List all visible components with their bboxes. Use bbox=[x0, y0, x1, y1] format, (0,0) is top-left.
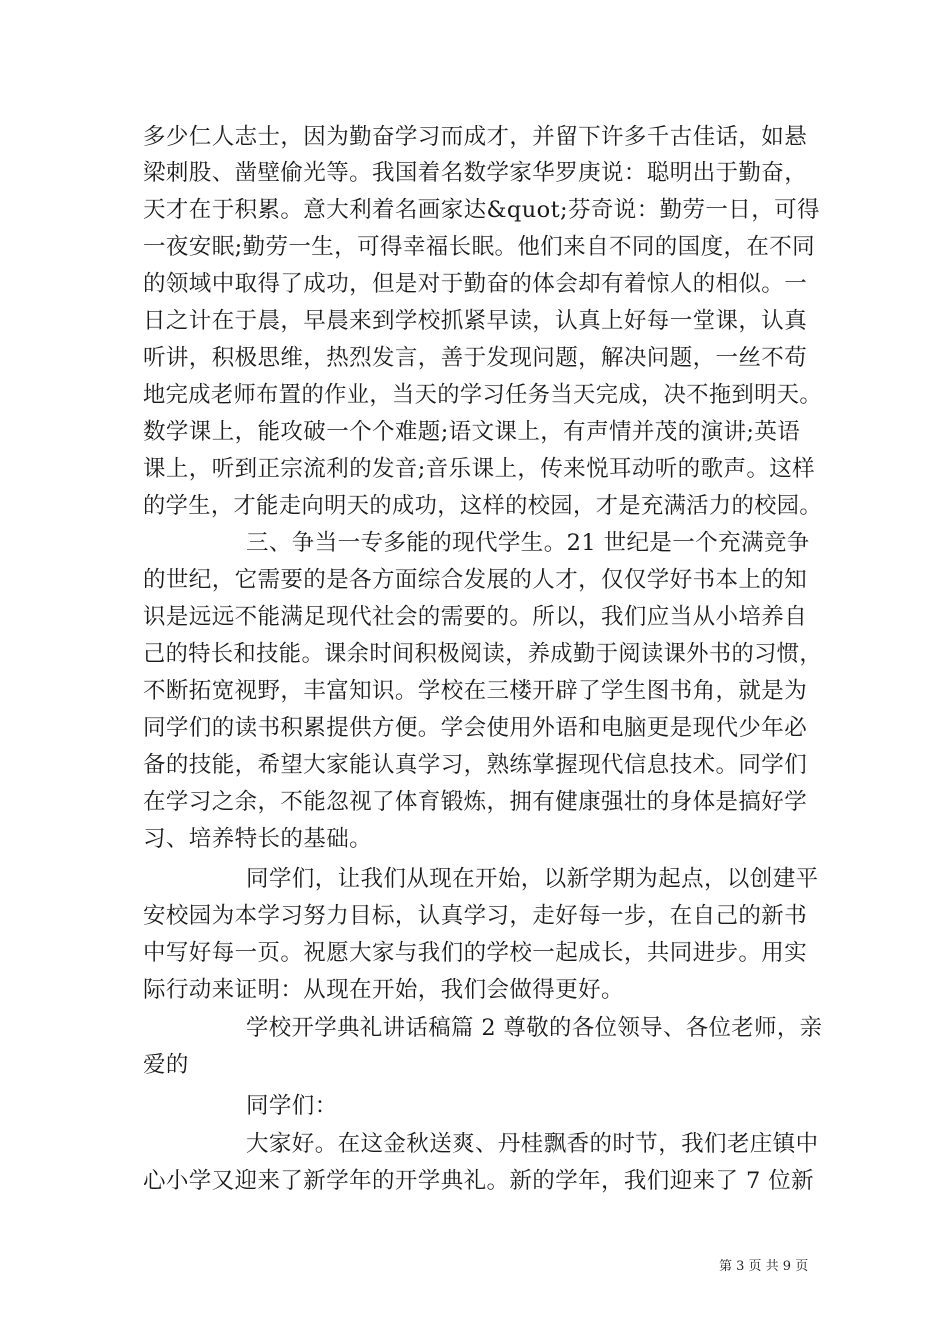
text-line: 的世纪，它需要的是各方面综合发展的人才，仅仅学好书本上的知 bbox=[143, 567, 808, 593]
text-line: 习、培养特长的基础。 bbox=[143, 826, 373, 852]
text-line: 三、争当一专多能的现代学生。21 世纪是一个充满竞争 bbox=[246, 530, 810, 556]
text-line: 多少仁人志士，因为勤奋学习而成才，并留下许多千古佳话，如悬 bbox=[143, 124, 808, 150]
text-line: 地完成老师布置的作业，当天的学习任务当天完成，决不拖到明天。 bbox=[143, 382, 823, 408]
text-line: 听讲，积极思维，热烈发言，善于发现问题，解决问题，一丝不苟 bbox=[143, 345, 808, 371]
text-line: 课上，听到正宗流利的发音;音乐课上，传来悦耳动听的歌声。这样 bbox=[143, 456, 816, 482]
text-line: 爱的 bbox=[143, 1052, 189, 1078]
text-line: 在学习之余，不能忽视了体育锻炼，拥有健康强壮的身体是搞好学 bbox=[143, 789, 808, 815]
text-line: 同学们： bbox=[246, 1093, 338, 1119]
page-number-footer: 第 3 页 共 9 页 bbox=[719, 1259, 809, 1274]
text-line: 际行动来证明：从现在开始，我们会做得更好。 bbox=[143, 977, 624, 1003]
text-line: 日之计在于晨，早晨来到学校抓紧早读，认真上好每一堂课，认真 bbox=[143, 308, 808, 334]
text-line: 同学们，让我们从现在开始，以新学期为起点，以创建平 bbox=[246, 866, 819, 892]
text-line: 同学们的读书积累提供方便。学会使用外语和电脑更是现代少年必 bbox=[143, 715, 808, 741]
text-line: 己的特长和技能。课余时间积极阅读，养成勤于阅读课外书的习惯， bbox=[143, 641, 823, 667]
text-line: 天才在于积累。意大利着名画家达&quot;芬奇说：勤劳一日，可得 bbox=[143, 197, 820, 223]
text-line: 识是远远不能满足现代社会的需要的。所以，我们应当从小培养自 bbox=[143, 604, 808, 630]
text-line: 学校开学典礼讲话稿篇 2 尊敬的各位领导、各位老师，亲 bbox=[246, 1015, 823, 1041]
text-line: 数学课上，能攻破一个个难题;语文课上，有声情并茂的演讲;英语 bbox=[143, 419, 801, 445]
text-line: 备的技能，希望大家能认真学习，熟练掌握现代信息技术。同学们 bbox=[143, 752, 808, 778]
text-line: 的领域中取得了成功，但是对于勤奋的体会却有着惊人的相似。一 bbox=[143, 271, 808, 297]
text-line: 安校园为本学习努力目标，认真学习，走好每一步，在自己的新书 bbox=[143, 903, 808, 929]
text-line: 不断拓宽视野，丰富知识。学校在三楼开辟了学生图书角，就是为 bbox=[143, 678, 808, 704]
text-line: 的学生，才能走向明天的成功，这样的校园，才是充满活力的校园。 bbox=[143, 493, 823, 519]
text-line: 梁刺股、凿壁偷光等。我国着名数学家华罗庚说：聪明出于勤奋， bbox=[143, 160, 808, 186]
text-line: 中写好每一页。祝愿大家与我们的学校一起成长，共同进步。用实 bbox=[143, 940, 808, 966]
text-line: 一夜安眠;勤劳一生，可得幸福长眠。他们来自不同的国度，在不同 bbox=[143, 234, 816, 260]
text-line: 大家好。在这金秋送爽、丹桂飘香的时节，我们老庄镇中 bbox=[246, 1131, 819, 1157]
text-line: 心小学又迎来了新学年的开学典礼。新的学年，我们迎来了 7 位新 bbox=[143, 1168, 815, 1194]
